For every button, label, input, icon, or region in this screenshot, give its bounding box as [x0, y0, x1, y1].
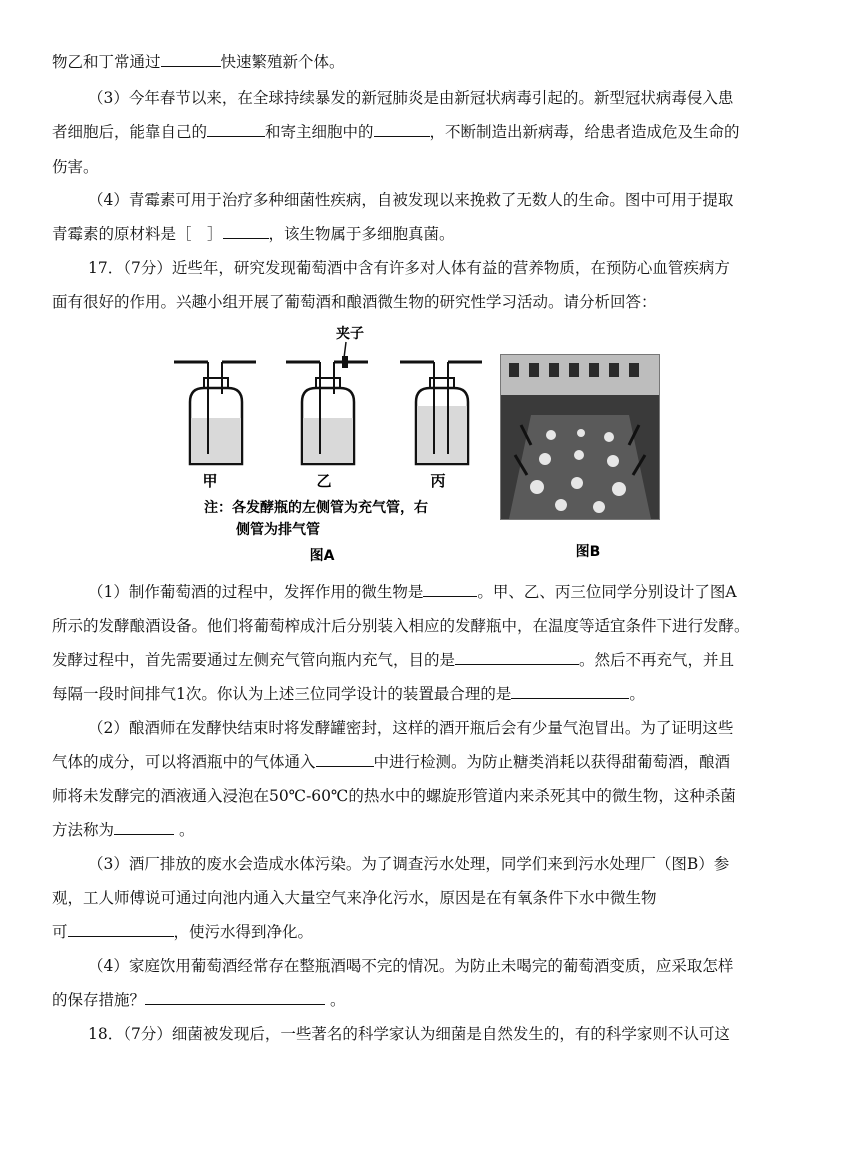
- text-segment: 发酵过程中，首先需要通过左侧充气管向瓶内充气，目的是: [52, 651, 456, 669]
- text-line: [52, 922, 313, 942]
- text-line: （4）青霉素可用于治疗多种细菌性疾病，自被发现以来挽救了无数人的生命。图中可用于提取: [88, 191, 734, 209]
- text-segment: 。: [629, 685, 645, 703]
- text-segment: 。: [178, 821, 195, 839]
- text-line: 观，工人师傅说可通过向池内通入大量空气来净化污水，原因是在有氧条件下水中微生物: [52, 889, 657, 907]
- text-line: 伤害。: [52, 158, 99, 176]
- clip-label: 夹子: [336, 326, 364, 342]
- text-segment: ，使污水得到净化。: [173, 923, 314, 941]
- question-18-stem: 18．（7分）细菌被发现后，一些著名的科学家认为细菌是自然发生的，有的科学家则不认可这: [88, 1025, 730, 1043]
- answer-blank[interactable]: [423, 582, 477, 597]
- text-line: [52, 820, 194, 840]
- text-line: （4）家庭饮用葡萄酒经常存在整瓶酒喝不完的情况。为防止未喝完的葡萄酒变质，应采取怎样: [88, 957, 734, 975]
- text-segment: 气体的成分，可以将酒瓶中的气体通入: [52, 753, 316, 771]
- answer-blank[interactable]: [223, 224, 269, 239]
- answer-blank[interactable]: [68, 922, 174, 937]
- answer-blank[interactable]: [374, 122, 430, 137]
- figure-note-line2: 侧管为排气管: [236, 522, 320, 538]
- text-line: （3）酒厂排放的废水会造成水体污染。为了调查污水处理，同学们来到污水处理厂（图B）参: [88, 855, 730, 873]
- text-segment: 物乙和丁常通过: [52, 53, 161, 71]
- text-segment: 。然后不再充气，并且: [579, 651, 735, 669]
- text-segment: 青霉素的原材料是［ ］: [52, 225, 223, 243]
- bottle-yi: [286, 356, 368, 464]
- answer-blank[interactable]: [145, 990, 325, 1005]
- text-segment: ，不断制造出新病毒，给患者造成危及生命的: [429, 123, 740, 141]
- text-segment: 中进行检测。为防止糖类消耗以获得甜葡萄酒，酿酒: [373, 753, 731, 771]
- text-line: （3）今年春节以来，在全球持续暴发的新冠肺炎是由新冠状病毒引起的。新型冠状病毒侵入患: [88, 89, 734, 107]
- text-line: [52, 224, 455, 244]
- text-line: [52, 752, 730, 772]
- answer-blank[interactable]: [316, 752, 374, 767]
- text-segment: ，该生物属于多细胞真菌。: [268, 225, 455, 243]
- answer-blank[interactable]: [207, 122, 265, 137]
- text-segment: 方法称为: [52, 821, 115, 839]
- text-line: 所示的发酵酿酒设备。他们将葡萄榨成汁后分别装入相应的发酵瓶中，在温度等适宜条件下进行发酵。: [52, 617, 750, 635]
- bottle-jia: [174, 362, 256, 464]
- text-line: [88, 582, 737, 602]
- figure-note-line1: 注：各发酵瓶的左侧管为充气管，右: [204, 500, 428, 516]
- answer-blank[interactable]: [114, 820, 174, 835]
- text-segment: 每隔一段时间排气1次。你认为上述三位同学设计的装置最合理的是: [52, 685, 512, 703]
- text-segment: 者细胞后，能靠自己的: [52, 123, 208, 141]
- sewage-plant-photo: [500, 354, 660, 520]
- answer-blank[interactable]: [161, 52, 221, 67]
- text-segment: 。: [329, 991, 346, 1009]
- text-segment: 。甲、乙、丙三位同学分别设计了图A: [477, 583, 737, 601]
- figure-b-caption: 图B: [575, 544, 601, 560]
- text-line: [52, 684, 645, 704]
- text-segment: 可: [52, 923, 68, 941]
- text-line: [52, 52, 345, 72]
- bottle-bing: [400, 362, 482, 464]
- answer-blank[interactable]: [511, 684, 629, 699]
- bottle-label-yi: 乙: [316, 472, 332, 490]
- text-segment: 和寄主细胞中的: [265, 123, 374, 141]
- question-17-stem: 17．（7分）近些年，研究发现葡萄酒中含有许多对人体有益的营养物质，在预防心血管疾病方: [88, 259, 730, 277]
- bottle-label-jia: 甲: [202, 472, 218, 490]
- figure-a-caption: 图A: [309, 548, 335, 564]
- text-segment: 的保存措施？: [52, 991, 146, 1009]
- text-line: 面有很好的作用。兴趣小组开展了葡萄酒和酿酒微生物的研究性学习活动。请分析回答：: [52, 293, 657, 311]
- text-segment: 快速繁殖新个体。: [220, 53, 345, 71]
- text-line: [52, 990, 345, 1010]
- text-line: [52, 122, 740, 142]
- text-line: （2）酿酒师在发酵快结束时将发酵罐密封，这样的酒开瓶后会有少量气泡冒出。为了证明这些: [88, 719, 734, 737]
- text-line: [52, 650, 734, 670]
- bottle-label-bing: 丙: [430, 472, 446, 490]
- text-segment: （1）制作葡萄酒的过程中，发挥作用的微生物是: [88, 583, 424, 601]
- text-line: 师将未发酵完的酒液通入浸泡在50℃-60℃的热水中的螺旋形管道内来杀死其中的微生物，这种杀菌: [52, 787, 736, 805]
- answer-blank[interactable]: [455, 650, 579, 665]
